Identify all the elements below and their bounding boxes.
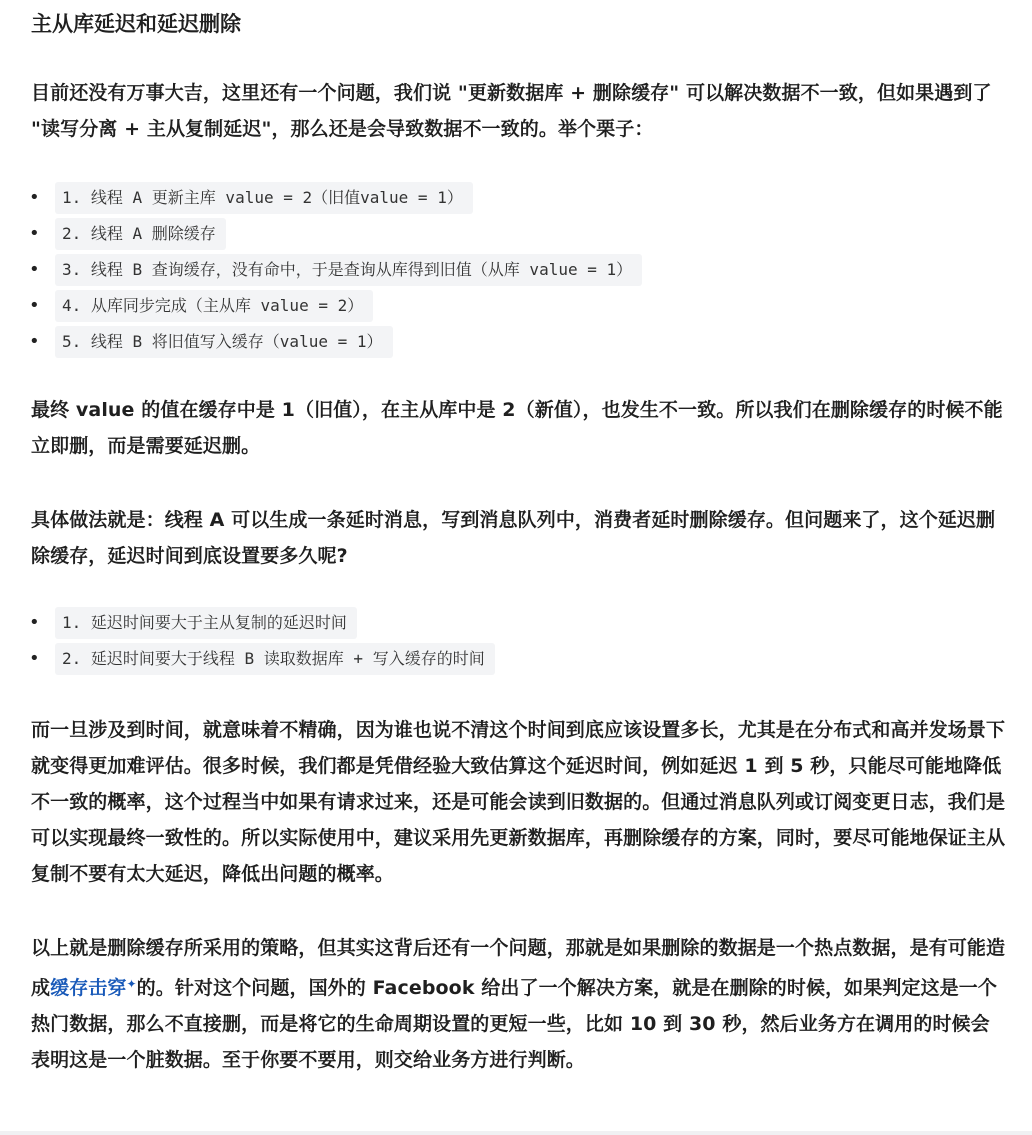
- inline-code: 3. 线程 B 查询缓存，没有命中，于是查询从库得到旧值（从库 value = 1）: [55, 254, 642, 286]
- cache-breakdown-link[interactable]: [50, 977, 137, 999]
- list-item: [31, 180, 1006, 216]
- article: [31, 0, 1006, 1078]
- sparkle-icon[interactable]: ✦: [126, 977, 137, 991]
- intro-paragraph: 目前还没有万事大吉，这里还有一个问题，我们说 "更新数据库 + 删除缓存" 可以解决数据不一致，但如果遇到了 "读写分离 + 主从复制延迟"，那么还是会导致数据不一致的。举个栗子：: [31, 82, 992, 140]
- bullet-icon: •: [29, 259, 40, 280]
- bullet-icon: •: [29, 648, 40, 669]
- list-item: [31, 216, 1006, 252]
- list-item: [31, 324, 1006, 360]
- bullet-icon: •: [29, 223, 40, 244]
- list-item: [31, 252, 1006, 288]
- bullet-icon: •: [29, 331, 40, 352]
- inline-code: 2. 线程 A 删除缓存: [55, 218, 226, 250]
- inline-code: 5. 线程 B 将旧值写入缓存（value = 1）: [55, 326, 393, 358]
- list-item: [31, 288, 1006, 324]
- cache-breakdown-link-text[interactable]: 缓存击穿: [50, 977, 127, 999]
- section-heading: 主从库延迟和延迟删除: [31, 12, 241, 36]
- approach-paragraph: 具体做法就是：线程 A 可以生成一条延时消息，写到消息队列中，消费者延时删除缓存。但问题来了，这个延迟删除缓存，延迟时间到底设置要多久呢?: [31, 509, 996, 567]
- conclusion-text-before: 以上就是删除缓存所采用的策略，但其实这背后还有一个问题，那就是如果删除的数据是一个热点数据，是有可能造成: [31, 937, 1006, 999]
- list-item: [31, 605, 1006, 641]
- conclusion-paragraph: [31, 930, 1006, 1078]
- delay-requirement-list: [31, 605, 1006, 677]
- analysis-paragraph: 而一旦涉及到时间，就意味着不精确，因为谁也说不清这个时间到底应该设置多长，尤其是在分布式和高并发场景下就变得更加难评估。很多时候，我们都是凭借经验大致估算这个延迟时间，例如延迟 1 到 5 秒，只能尽可能地降低不一致的概率，这个过程当中如果有请求过来，还是可能会读到旧数据的。但通过消息队列或订阅变更日志，我们是可以实现最终一致性的。所以实际使用中，建议采用先更新数据库，再删除缓存的方案，同时，要尽可能地保证主从复制不要有太大延迟，降低出问题的概率。: [31, 719, 1006, 885]
- inline-code: 4. 从库同步完成（主从库 value = 2）: [55, 290, 373, 322]
- page-divider: [0, 1131, 1032, 1135]
- scenario-step-list: [31, 180, 1006, 360]
- inline-code: 1. 线程 A 更新主库 value = 2（旧值value = 1）: [55, 182, 473, 214]
- bullet-icon: •: [29, 295, 40, 316]
- result-paragraph: 最终 value 的值在缓存中是 1（旧值），在主从库中是 2（新值），也发生不一致。所以我们在删除缓存的时候不能立即删，而是需要延迟删。: [31, 399, 1003, 457]
- bullet-icon: •: [29, 612, 40, 633]
- conclusion-text-after: 的。针对这个问题，国外的 Facebook 给出了一个解决方案，就是在删除的时候，如果判定这是一个热门数据，那么不直接删，而是将它的生命周期设置的更短一些，比如 10 到 30 秒，然后业务方在调用的时候会表明这是一个脏数据。至于你要不要用，则交给业务方进行判断。: [31, 977, 997, 1071]
- inline-code: 2. 延迟时间要大于线程 B 读取数据库 + 写入缓存的时间: [55, 643, 495, 675]
- bullet-icon: •: [29, 187, 40, 208]
- inline-code: 1. 延迟时间要大于主从复制的延迟时间: [55, 607, 357, 639]
- list-item: [31, 641, 1006, 677]
